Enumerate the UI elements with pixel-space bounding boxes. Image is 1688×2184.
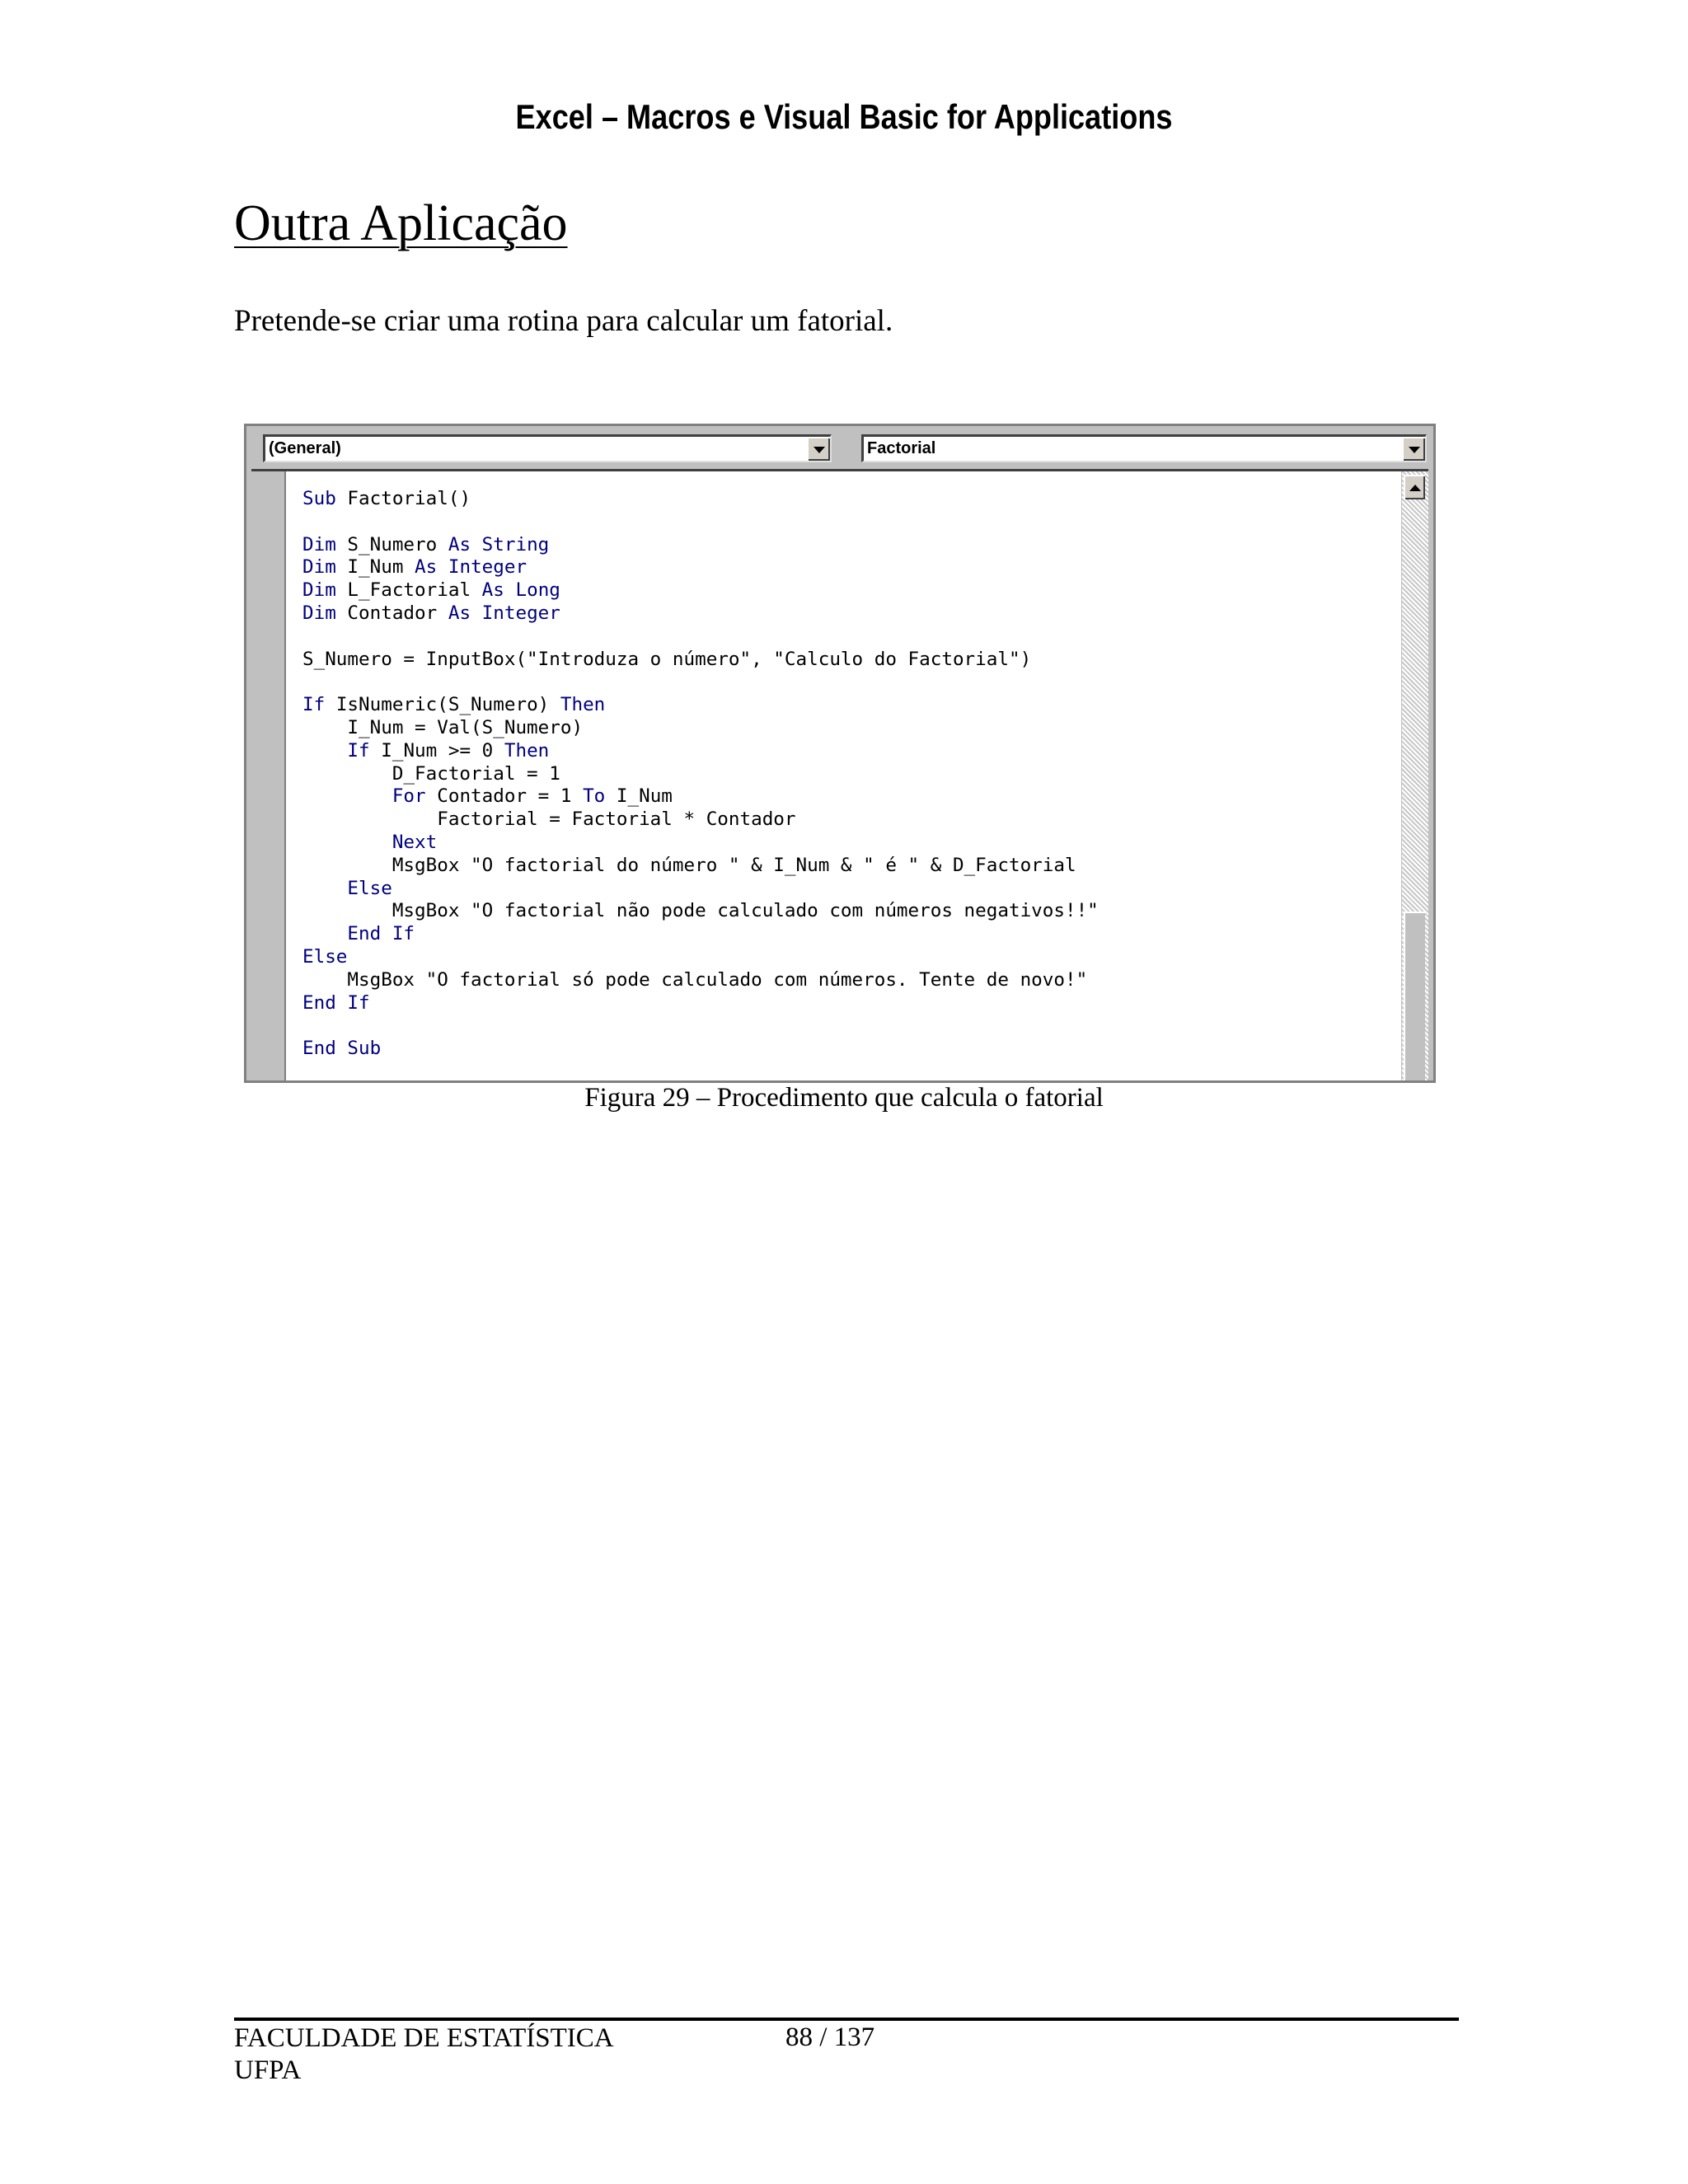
code-keyword: For <box>392 785 426 808</box>
code-keyword: Dim <box>302 533 336 555</box>
vba-code-window <box>244 424 1436 1083</box>
code-text: I_Num >= 0 <box>369 739 504 762</box>
code-line <box>302 900 1099 923</box>
figure-caption: Figura 29 – Procedimento que calcula o fatorial <box>584 1083 1104 1113</box>
code-text <box>302 832 392 853</box>
code-keyword: Integer <box>481 602 560 624</box>
code-line <box>302 602 1099 626</box>
code-line <box>302 694 1099 717</box>
code-text: D_Factorial = 1 <box>302 762 560 785</box>
code-keyword: End If <box>347 923 415 945</box>
code-text <box>504 579 516 601</box>
editor-toolbar <box>258 431 1417 466</box>
code-text <box>302 785 392 807</box>
code-text <box>471 534 482 555</box>
code-text: MsgBox "O factorial só pode calculado com números. Tente de novo!" <box>302 968 1088 991</box>
scroll-up-arrow-icon[interactable] <box>1404 475 1425 499</box>
code-keyword: Then <box>560 694 606 716</box>
code-line <box>302 808 1099 832</box>
section-title: Outra Aplicação <box>234 195 568 251</box>
code-keyword: To <box>583 785 606 808</box>
code-text: Factorial() <box>335 488 471 509</box>
intro-paragraph: Pretende-se criar uma rotina para calcular um fatorial. <box>234 304 893 338</box>
code-line <box>302 511 1099 534</box>
code-text: Factorial = Factorial * Contador <box>302 808 796 831</box>
footer-institution: FACULDADE DE ESTATÍSTICA <box>234 2023 614 2053</box>
code-line <box>302 923 1099 946</box>
code-keyword: Next <box>392 831 438 853</box>
code-text: I_Num <box>335 556 415 579</box>
code-text <box>302 923 347 944</box>
document-header-title: Excel – Macros e Visual Basic for Applications <box>515 97 1173 136</box>
code-keyword: String <box>481 533 550 555</box>
code-editor-area[interactable] <box>251 469 1428 1080</box>
code-keyword: End Sub <box>302 1038 382 1060</box>
code-line <box>302 534 1099 557</box>
code-listing[interactable] <box>302 488 1099 1061</box>
footer-page-number: 88 / 137 <box>785 2022 875 2052</box>
footer-divider <box>234 2018 1459 2021</box>
code-line <box>302 992 1099 1015</box>
margin-indicator-bar <box>251 471 286 1080</box>
code-keyword: Then <box>504 739 550 762</box>
vertical-scrollbar[interactable] <box>1401 471 1428 1080</box>
code-text: MsgBox "O factorial não pode calculado com números negativos!!" <box>302 900 1099 922</box>
code-text <box>302 878 347 899</box>
code-keyword: As <box>448 533 471 555</box>
code-keyword: If <box>347 739 370 762</box>
chevron-down-icon[interactable] <box>807 437 830 461</box>
code-keyword: As <box>415 556 438 579</box>
object-dropdown-value: (General) <box>269 439 341 457</box>
code-text: Contador = 1 <box>425 785 584 808</box>
code-line <box>302 855 1099 878</box>
code-text <box>437 556 448 578</box>
code-line <box>302 671 1099 694</box>
code-line <box>302 649 1099 672</box>
code-line <box>302 785 1099 808</box>
code-keyword: End If <box>302 991 370 1014</box>
scrollbar-thumb[interactable] <box>1404 912 1425 1080</box>
code-line <box>302 1038 1099 1061</box>
chevron-down-icon[interactable] <box>1402 437 1425 461</box>
code-text: I_Num = Val(S_Numero) <box>302 716 584 738</box>
code-keyword: Sub <box>302 488 336 509</box>
code-keyword: Long <box>515 579 560 602</box>
code-keyword: Else <box>302 945 348 968</box>
procedure-dropdown[interactable] <box>861 434 1427 462</box>
code-keyword: Dim <box>302 579 336 602</box>
code-line <box>302 556 1099 579</box>
code-keyword: Dim <box>302 556 336 579</box>
code-keyword: As <box>448 602 471 624</box>
code-text <box>302 740 347 762</box>
code-keyword: If <box>302 694 326 716</box>
code-line <box>302 969 1099 992</box>
code-line <box>302 832 1099 855</box>
code-line <box>302 717 1099 740</box>
code-keyword: Else <box>347 877 392 899</box>
code-line <box>302 878 1099 901</box>
footer-university: UFPA <box>234 2055 302 2085</box>
code-line <box>302 488 1099 511</box>
code-text: S_Numero = InputBox("Introduza o número", "Calculo do Factorial") <box>302 648 1032 670</box>
code-line <box>302 626 1099 649</box>
code-line <box>302 946 1099 969</box>
code-line <box>302 740 1099 763</box>
code-text: MsgBox "O factorial do número " & I_Num & " é " & D_Factorial <box>302 854 1076 876</box>
code-text: I_Num <box>605 785 673 808</box>
code-text <box>471 602 482 624</box>
code-text: Contador <box>335 602 448 624</box>
object-dropdown[interactable] <box>263 434 832 462</box>
procedure-dropdown-value: Factorial <box>867 439 936 457</box>
code-text: IsNumeric(S_Numero) <box>325 694 560 716</box>
code-line <box>302 763 1099 786</box>
code-text: L_Factorial <box>335 579 482 602</box>
code-keyword: Integer <box>448 556 528 579</box>
code-line <box>302 579 1099 602</box>
footer-institution-block <box>234 2022 614 2087</box>
code-text: S_Numero <box>335 533 448 555</box>
code-line <box>302 1015 1099 1038</box>
code-keyword: Dim <box>302 602 336 624</box>
code-keyword: As <box>481 579 504 602</box>
